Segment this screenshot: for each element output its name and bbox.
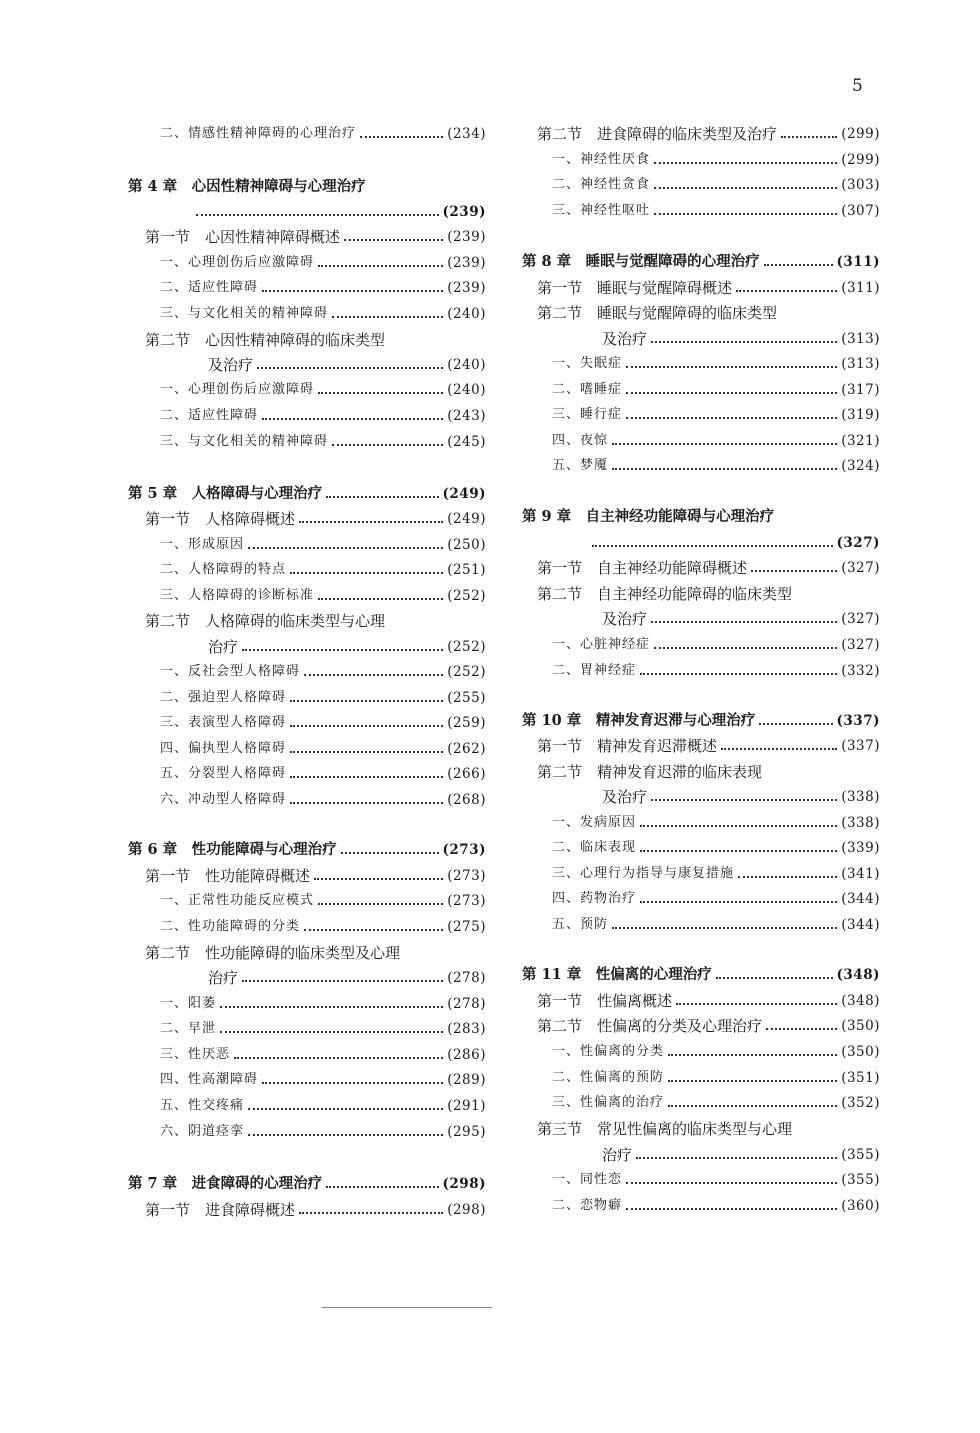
toc-entry-title: 二、早泄 [160,1021,217,1036]
dot-leader [751,570,837,572]
toc-entry-title: 第二节 精神发育迟滞的临床表现 [537,763,763,781]
toc-page-number: (350) [841,1018,880,1034]
toc-chapter-row [522,250,880,274]
toc-page-number: (299) [841,126,880,142]
toc-entry-title: 及治疗 [602,788,648,806]
toc-entry-title: 六、冲动型人格障碍 [160,792,287,807]
toc-entry-title: 二、临床表现 [552,840,637,855]
dot-leader [290,725,443,727]
dot-leader [654,213,837,215]
toc-page-number: (303) [841,177,880,193]
toc-chapter-row [522,963,880,987]
dot-leader [640,850,837,852]
toc-item-row [160,889,486,913]
dot-leader [626,1182,837,1184]
toc-page-number: (319) [841,407,880,423]
toc-section-row [208,353,486,377]
toc-section-row [537,582,880,606]
toc-item-row [160,430,486,454]
toc-page-number: (338) [841,789,880,805]
toc-section-row [145,941,486,965]
toc-chapter-row [128,1172,486,1196]
dot-leader [626,1208,837,1210]
toc-entry-title: 一、心理创伤后应激障碍 [160,382,315,397]
toc-entry-title: 二、胃神经症 [552,663,637,678]
toc-item-row [160,1043,486,1067]
toc-page-number: (298) [447,1202,486,1218]
toc-section-row [145,609,486,633]
toc-entry-title: 第二节 性功能障碍的临床类型及心理 [145,944,401,962]
toc-page-number: (360) [841,1198,880,1214]
dot-leader [341,852,439,854]
toc-page-number: (348) [841,993,880,1009]
dot-leader [668,1054,837,1056]
toc-page-number: (337) [841,738,880,754]
toc-page-number: (355) [841,1147,880,1163]
toc-entry-title: 六、阴道痉挛 [160,1124,245,1139]
toc-section-row [537,1014,880,1038]
toc-entry-title: 第一节 进食障碍概述 [145,1201,296,1219]
toc-section-row [537,989,880,1013]
toc-entry-title: 一、心理创伤后应激障碍 [160,255,315,270]
toc-entry-title: 第一节 自主神经功能障碍概述 [537,559,748,577]
toc-entry-title: 二、强迫型人格障碍 [160,690,287,705]
toc-item-row [552,352,880,376]
toc-page-number: (289) [447,1072,486,1088]
toc-entry-title: 二、适应性障碍 [160,280,259,295]
toc-page-number: (327) [836,535,880,551]
toc-item-row [552,811,880,835]
toc-page-number: (313) [841,331,880,347]
toc-entry-title: 治疗 [208,638,239,656]
toc-entry-title: 一、形成原因 [160,537,245,552]
toc-chapter-row [192,200,486,224]
toc-page-number: (286) [447,1047,486,1063]
toc-item-row [552,378,880,402]
dot-leader [654,162,837,164]
toc-page-number: (299) [841,152,880,168]
toc-page-number: (327) [841,560,880,576]
toc-section-row [602,327,880,351]
toc-page-number: (273) [447,893,486,909]
toc-entry-title: 第 6 章 性功能障碍与心理治疗 [128,841,337,858]
dot-leader [612,927,837,929]
toc-entry-title: 治疗 [208,969,239,987]
toc-item-row [160,533,486,557]
toc-page-number: (249) [447,511,486,527]
dot-leader [738,876,837,878]
toc-entry-title: 一、神经性厌食 [552,152,651,167]
toc-section-row [602,607,880,631]
toc-page-number: (350) [841,1044,880,1060]
toc-page-number: (239) [442,204,486,220]
toc-entry-title: 第一节 人格障碍概述 [145,510,296,528]
toc-item-row [552,1168,880,1192]
dot-leader [248,547,443,549]
toc-page-number: (339) [841,840,880,856]
toc-page-number: (273) [442,842,486,858]
toc-item-row [552,1091,880,1115]
footer-rule [322,1307,492,1308]
toc-section-row [208,966,486,990]
toc-entry-title: 一、性偏离的分类 [552,1044,665,1059]
toc-item-row [160,1120,486,1144]
toc-entry-title: 第一节 性偏离概述 [537,992,673,1010]
dot-leader [262,1082,443,1084]
toc-entry-title: 一、同性恋 [552,1172,623,1187]
toc-page-number: (321) [841,433,880,449]
toc-page-number: (352) [841,1095,880,1111]
toc-section-row [145,864,486,888]
dot-leader [290,572,443,574]
dot-leader [360,136,443,138]
dot-leader [668,1105,837,1107]
dot-leader [262,290,443,292]
toc-page-number: (278) [447,970,486,986]
toc-page-number: (337) [836,713,880,729]
toc-entry-title: 第一节 心因性精神障碍概述 [145,228,341,246]
toc-entry-title: 二、性偏离的预防 [552,1070,665,1085]
toc-page-number: (234) [447,126,486,142]
toc-page-number: (275) [447,919,486,935]
toc-item-row [552,913,880,937]
toc-entry-title: 第三节 常见性偏离的临床类型与心理 [537,1120,793,1138]
dot-leader [262,418,443,420]
toc-page-number: (324) [841,458,880,474]
toc-item-row [160,1094,486,1118]
toc-entry-title: 第二节 心因性精神障碍的临床类型 [145,331,386,349]
toc-section-row [537,760,880,784]
toc-chapter-row [128,482,486,506]
dot-leader [326,496,438,498]
toc-item-row [552,633,880,657]
toc-entry-title: 二、性功能障碍的分类 [160,919,301,934]
dot-leader [636,1157,837,1159]
dot-leader [290,700,443,702]
dot-leader [248,1108,443,1110]
toc-page-number: (268) [447,792,486,808]
toc-item-row [552,836,880,860]
toc-page-number: (239) [447,280,486,296]
toc-item-row [552,862,880,886]
dot-leader [626,392,837,394]
toc-page-number: (249) [442,486,486,502]
toc-section-row [145,1198,486,1222]
dot-leader [304,929,443,931]
dot-leader [612,443,837,445]
toc-item-row [552,1040,880,1064]
toc-item-row [552,148,880,172]
dot-leader [626,366,837,368]
dot-leader [299,1212,443,1214]
toc-page-number: (344) [841,917,880,933]
dot-leader [290,802,443,804]
dot-leader [318,392,443,394]
dot-leader [318,903,443,905]
dot-leader [668,1080,837,1082]
dot-leader [764,264,833,266]
dot-leader [332,444,443,446]
toc-page-number: (313) [841,356,880,372]
toc-entry-title: 一、失眠症 [552,356,623,371]
toc-page-number: (283) [447,1021,486,1037]
dot-leader [220,1031,443,1033]
toc-page-number: (317) [841,382,880,398]
dot-leader [592,545,833,547]
toc-entry-title: 治疗 [602,1146,633,1164]
toc-item-row [160,276,486,300]
dot-leader [759,723,832,725]
dot-leader [626,417,837,419]
toc-page-number: (344) [841,891,880,907]
toc-entry-title: 第 9 章 自主神经功能障碍与心理治疗 [522,508,775,525]
toc-page-number: (252) [447,639,486,655]
toc-entry-title: 第二节 睡眠与觉醒障碍的临床类型 [537,304,778,322]
toc-entry-title: 二、情感性精神障碍的心理治疗 [160,126,357,141]
toc-page-number: (307) [841,203,880,219]
toc-entry-title: 一、正常性功能反应模式 [160,893,315,908]
dot-leader [314,878,443,880]
toc-page-number: (240) [447,382,486,398]
toc-section-row [537,301,880,325]
toc-item-row [160,992,486,1016]
toc-section-row [145,328,486,352]
toc-page-number: (250) [447,537,486,553]
dot-leader [318,598,443,600]
toc-item-row [160,122,486,146]
toc-item-row [160,762,486,786]
toc-item-row [160,1068,486,1092]
toc-page-number: (240) [447,357,486,373]
toc-page-number: (327) [841,637,880,653]
dot-leader [220,1006,443,1008]
toc-chapter-row [128,175,486,199]
toc-section-row [537,1117,880,1141]
dot-leader [344,239,443,241]
toc-page-number: (273) [447,868,486,884]
dot-leader [651,341,837,343]
toc-entry-title: 二、人格障碍的特点 [160,562,287,577]
toc-entry-title: 三、性偏离的治疗 [552,1095,665,1110]
toc-entry-title: 一、发病原因 [552,815,637,830]
toc-page-number: (291) [447,1098,486,1114]
toc-entry-title: 第二节 进食障碍的临床类型及治疗 [537,125,778,143]
toc-page-number: (295) [447,1124,486,1140]
toc-entry-title: 第 10 章 精神发育迟滞与心理治疗 [522,712,756,729]
toc-item-row [552,1066,880,1090]
toc-item-row [552,1194,880,1218]
toc-section-row [537,122,880,146]
toc-section-row [208,635,486,659]
toc-page-number: (311) [836,254,880,270]
toc-page-number: (255) [447,690,486,706]
toc-item-row [552,454,880,478]
toc-entry-title: 五、分裂型人格障碍 [160,766,287,781]
dot-leader [736,290,837,292]
toc-page-number: (239) [447,255,486,271]
toc-entry-title: 第 5 章 人格障碍与心理治疗 [128,485,323,502]
dot-leader [676,1003,837,1005]
toc-page-number: (266) [447,766,486,782]
dot-leader [781,136,837,138]
toc-entry-title: 三、表演型人格障碍 [160,715,287,730]
toc-page-number: (332) [841,663,880,679]
toc-chapter-row [128,838,486,862]
dot-leader [651,799,837,801]
toc-entry-title: 三、与文化相关的精神障碍 [160,434,329,449]
dot-leader [640,825,837,827]
toc-page-number: (252) [447,588,486,604]
toc-section-row [145,507,486,531]
dot-leader [290,751,443,753]
toc-entry-title: 第一节 睡眠与觉醒障碍概述 [537,279,733,297]
toc-item-row [160,788,486,812]
toc-chapter-row [522,505,880,529]
page-number: 5 [852,76,863,96]
dot-leader [304,674,443,676]
toc-entry-title: 三、睡行症 [552,407,623,422]
toc-entry-title: 二、嗜睡症 [552,382,623,397]
toc-item-row [160,302,486,326]
toc-entry-title: 二、适应性障碍 [160,408,259,423]
toc-entry-title: 及治疗 [602,330,648,348]
toc-item-row [160,686,486,710]
toc-entry-title: 四、性高潮障碍 [160,1072,259,1087]
toc-item-row [160,558,486,582]
toc-entry-title: 一、心脏神经症 [552,637,651,652]
toc-item-row [552,199,880,223]
dot-leader [654,647,837,649]
toc-entry-title: 四、夜惊 [552,433,609,448]
toc-item-row [552,429,880,453]
dot-leader [721,748,837,750]
toc-section-row [537,556,880,580]
toc-page-number: (262) [447,741,486,757]
dot-leader [248,1134,443,1136]
toc-item-row [160,737,486,761]
dot-leader [234,1057,443,1059]
toc-entry-title: 三、人格障碍的诊断标准 [160,588,315,603]
toc-section-row [145,225,486,249]
toc-entry-title: 五、梦魇 [552,458,609,473]
toc-page-number: (252) [447,664,486,680]
toc-entry-title: 二、恋物癖 [552,1198,623,1213]
dot-leader [332,316,443,318]
toc-page-number: (298) [442,1176,486,1192]
dot-leader [651,621,837,623]
dot-leader [766,1028,837,1030]
toc-page-number: (327) [841,611,880,627]
toc-entry-title: 及治疗 [208,356,254,374]
toc-entry-title: 一、反社会型人格障碍 [160,664,301,679]
toc-entry-title: 第二节 性偏离的分类及心理治疗 [537,1017,763,1035]
toc-section-row [537,276,880,300]
toc-entry-title: 三、与文化相关的精神障碍 [160,306,329,321]
toc-page-number: (240) [447,306,486,322]
toc-entry-title: 第一节 性功能障碍概述 [145,867,311,885]
toc-entry-title: 二、神经性贪食 [552,177,651,192]
toc-item-row [160,584,486,608]
toc-item-row [160,251,486,275]
toc-chapter-row [522,709,880,733]
toc-item-row [160,404,486,428]
toc-chapter-row [588,531,880,555]
toc-page-number: (259) [447,715,486,731]
dot-leader [640,901,837,903]
toc-item-row [552,173,880,197]
toc-entry-title: 五、预防 [552,917,609,932]
toc-entry-title: 第二节 人格障碍的临床类型与心理 [145,612,386,630]
toc-entry-title: 第 4 章 心因性精神障碍与心理治疗 [128,178,366,195]
toc-entry-title: 三、心理行为指导与康复措施 [552,866,735,881]
toc-entry-title: 第一节 精神发育迟滞概述 [537,737,718,755]
toc-page-number: (245) [447,434,486,450]
toc-entry-title: 四、偏执型人格障碍 [160,741,287,756]
dot-leader [196,214,439,216]
toc-section-row [537,734,880,758]
toc-item-row [160,915,486,939]
dot-leader [612,468,837,470]
dot-leader [299,521,443,523]
toc-page-number: (239) [447,229,486,245]
dot-leader [242,980,443,982]
toc-entry-title: 及治疗 [602,610,648,628]
toc-page-number: (311) [841,280,880,296]
dot-leader [654,187,837,189]
dot-leader [242,649,443,651]
toc-page-number: (243) [447,408,486,424]
toc-entry-title: 第 8 章 睡眠与觉醒障碍的心理治疗 [522,253,760,270]
dot-leader [716,977,833,979]
toc-item-row [160,660,486,684]
dot-leader [290,776,443,778]
toc-entry-title: 五、性交疼痛 [160,1098,245,1113]
toc-entry-title: 三、神经性呕吐 [552,203,651,218]
toc-section-row [602,785,880,809]
toc-entry-title: 第二节 自主神经功能障碍的临床类型 [537,585,793,603]
toc-page-number: (348) [836,967,880,983]
toc-item-row [160,711,486,735]
toc-entry-title: 四、药物治疗 [552,891,637,906]
toc-entry-title: 三、性厌恶 [160,1047,231,1062]
toc-page-number: (278) [447,996,486,1012]
toc-page-number: (351) [841,1070,880,1086]
dot-leader [640,673,837,675]
toc-item-row [160,1017,486,1041]
toc-item-row [552,887,880,911]
toc-entry-title: 一、阳萎 [160,996,217,1011]
toc-page-number: (355) [841,1172,880,1188]
toc-entry-title: 第 7 章 进食障碍的心理治疗 [128,1175,323,1192]
toc-item-row [160,378,486,402]
toc-entry-title: 第 11 章 性偏离的心理治疗 [522,966,712,983]
toc-section-row [602,1143,880,1167]
toc-item-row [552,659,880,683]
toc-page-number: (341) [841,866,880,882]
dot-leader [257,367,443,369]
dot-leader [326,1186,438,1188]
toc-item-row [552,403,880,427]
toc-page-number: (251) [447,562,486,578]
dot-leader [318,265,443,267]
toc-page-number: (338) [841,815,880,831]
